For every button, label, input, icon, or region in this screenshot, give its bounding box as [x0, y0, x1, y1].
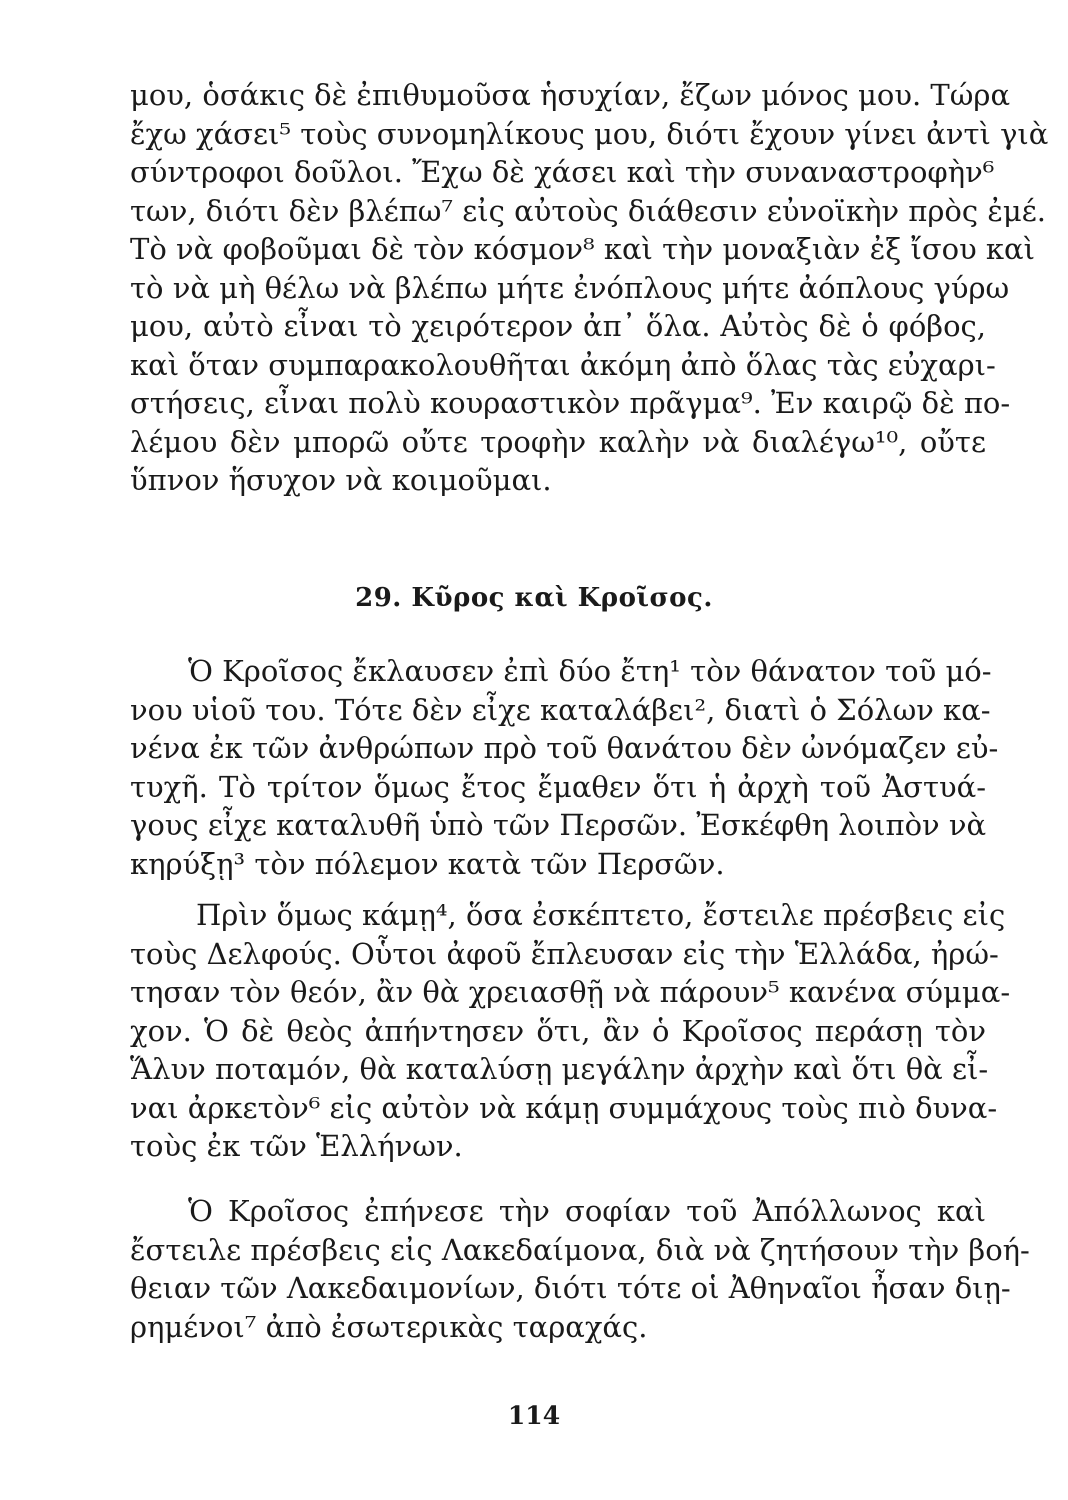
text-line: ναι ἀρκετὸν⁶ εἰς αὐτὸν νὰ κάμῃ συμμάχους τοὺς πιὸ δυνα- [130, 1090, 998, 1125]
text-line: κηρύξῃ³ τὸν πόλεμον κατὰ τῶν Περσῶν. [130, 846, 725, 881]
text-line: τοὺς ἐκ τῶν Ἑλλήνων. [130, 1129, 463, 1163]
text-line: νένα ἐκ τῶν ἀνθρώπων πρὸ τοῦ θανάτου δὲν ὠνόμαζεν εὐ- [130, 731, 999, 765]
text-line: Τὸ νὰ φοβοῦμαι δὲ τὸν κόσμον⁸ καὶ τὴν μοναξιὰν ἐξ ἴσου καὶ [130, 232, 1036, 266]
paragraph-2 [130, 896, 1011, 1166]
text-line: τοὺς Δελφούς. Οὗτοι ἀφοῦ ἔπλευσαν εἰς τὴν Ἑλλάδα, ἠρώ- [130, 936, 999, 971]
paragraph-1 [130, 652, 999, 883]
text-line: στήσεις, εἶναι πολὺ κουραστικὸν πρᾶγμα⁹. Ἐν καιρῷ δὲ πο- [130, 386, 1011, 420]
text-line: ὕπνον ἥσυχον νὰ κοιμοῦμαι. [130, 463, 552, 497]
text-line: Ὁ Κροῖσος ἔκλαυσεν ἐπὶ δύο ἔτη¹ τὸν θάνατον τοῦ μό- [188, 654, 992, 688]
text-line: νου υἱοῦ του. Τότε δὲν εἶχε καταλάβει², διατὶ ὁ Σόλων κα- [130, 692, 991, 727]
text-line: των, διότι δὲν βλέπω⁷ εἰς αὐτοὺς διάθεσιν εὐνοϊκὴν πρὸς ἐμέ. [130, 193, 1046, 228]
text-line: καὶ ὅταν συμπαρακολουθῆται ἀκόμη ἀπὸ ὅλας τὰς εὐχαρι- [130, 347, 996, 382]
text-line: Πρὶν ὅμως κάμῃ⁴, ὅσα ἐσκέπτετο, ἔστειλε πρέσβεις εἰς [196, 898, 1006, 932]
text-line: Ἅλυν ποταμόν, θὰ καταλύσῃ μεγάλην ἀρχὴν καὶ ὅτι θὰ εἶ- [130, 1052, 989, 1086]
paragraph-3 [130, 1192, 1030, 1346]
text-line: Ὁ Κροῖσος ἐπήνεσε τὴν σοφίαν τοῦ Ἀπόλλωνος καὶ [188, 1194, 986, 1228]
text-line: μου, ὁσάκις δὲ ἐπιθυμοῦσα ἡσυχίαν, ἔζων μόνος μου. Τώρα [130, 78, 1011, 112]
text-line: τὸ νὰ μὴ θέλω νὰ βλέπω μήτε ἐνόπλους μήτε ἀόπλους γύρω [130, 270, 1010, 305]
text-line: ἔχω χάσει⁵ τοὺς συνομηλίκους μου, διότι ἔχουν γίνει ἀντὶ γιὰ [130, 116, 1049, 151]
text-line: τυχῆ. Τὸ τρίτον ὅμως ἔτος ἔμαθεν ὅτι ἡ ἀρχὴ τοῦ Ἀστυά- [130, 769, 986, 804]
text-line: σύντροφοι δοῦλοι. Ἔχω δὲ χάσει καὶ τὴν συναναστροφὴν⁶ [130, 155, 995, 189]
text-line: θειαν τῶν Λακεδαιμονίων, διότι τότε οἱ Ἀθηναῖοι ἦσαν διῃ- [130, 1271, 1011, 1305]
text-line: ἔστειλε πρέσβεις εἰς Λακεδαίμονα, διὰ νὰ ζητήσουν τὴν βοή- [130, 1232, 1030, 1267]
text-line: χον. Ὁ δὲ θεὸς ἀπήντησεν ὅτι, ἂν ὁ Κροῖσος περάσῃ τὸν [130, 1013, 986, 1048]
text-line: γους εἶχε καταλυθῆ ὑπὸ τῶν Περσῶν. Ἐσκέφθη λοιπὸν νὰ [130, 808, 987, 842]
text-line: τησαν τὸν θεόν, ἂν θὰ χρειασθῇ νὰ πάρουν⁵ κανένα σύμμα- [130, 975, 1011, 1009]
page-number: 114 [507, 1401, 561, 1430]
section-title: 29. Κῦρος καὶ Κροῖσος. [355, 583, 713, 613]
text-line: λέμου δὲν μπορῶ οὔτε τροφὴν καλὴν νὰ διαλέγω¹⁰, οὔτε [130, 424, 986, 459]
top-passage [130, 76, 1049, 500]
text-line: ρημένοι⁷ ἀπὸ ἐσωτερικὰς ταραχάς. [130, 1309, 648, 1344]
text-line: μου, αὐτὸ εἶναι τὸ χειρότερον ἀπ᾽ ὅλα. Αὐτὸς δὲ ὁ φόβος, [130, 309, 986, 343]
